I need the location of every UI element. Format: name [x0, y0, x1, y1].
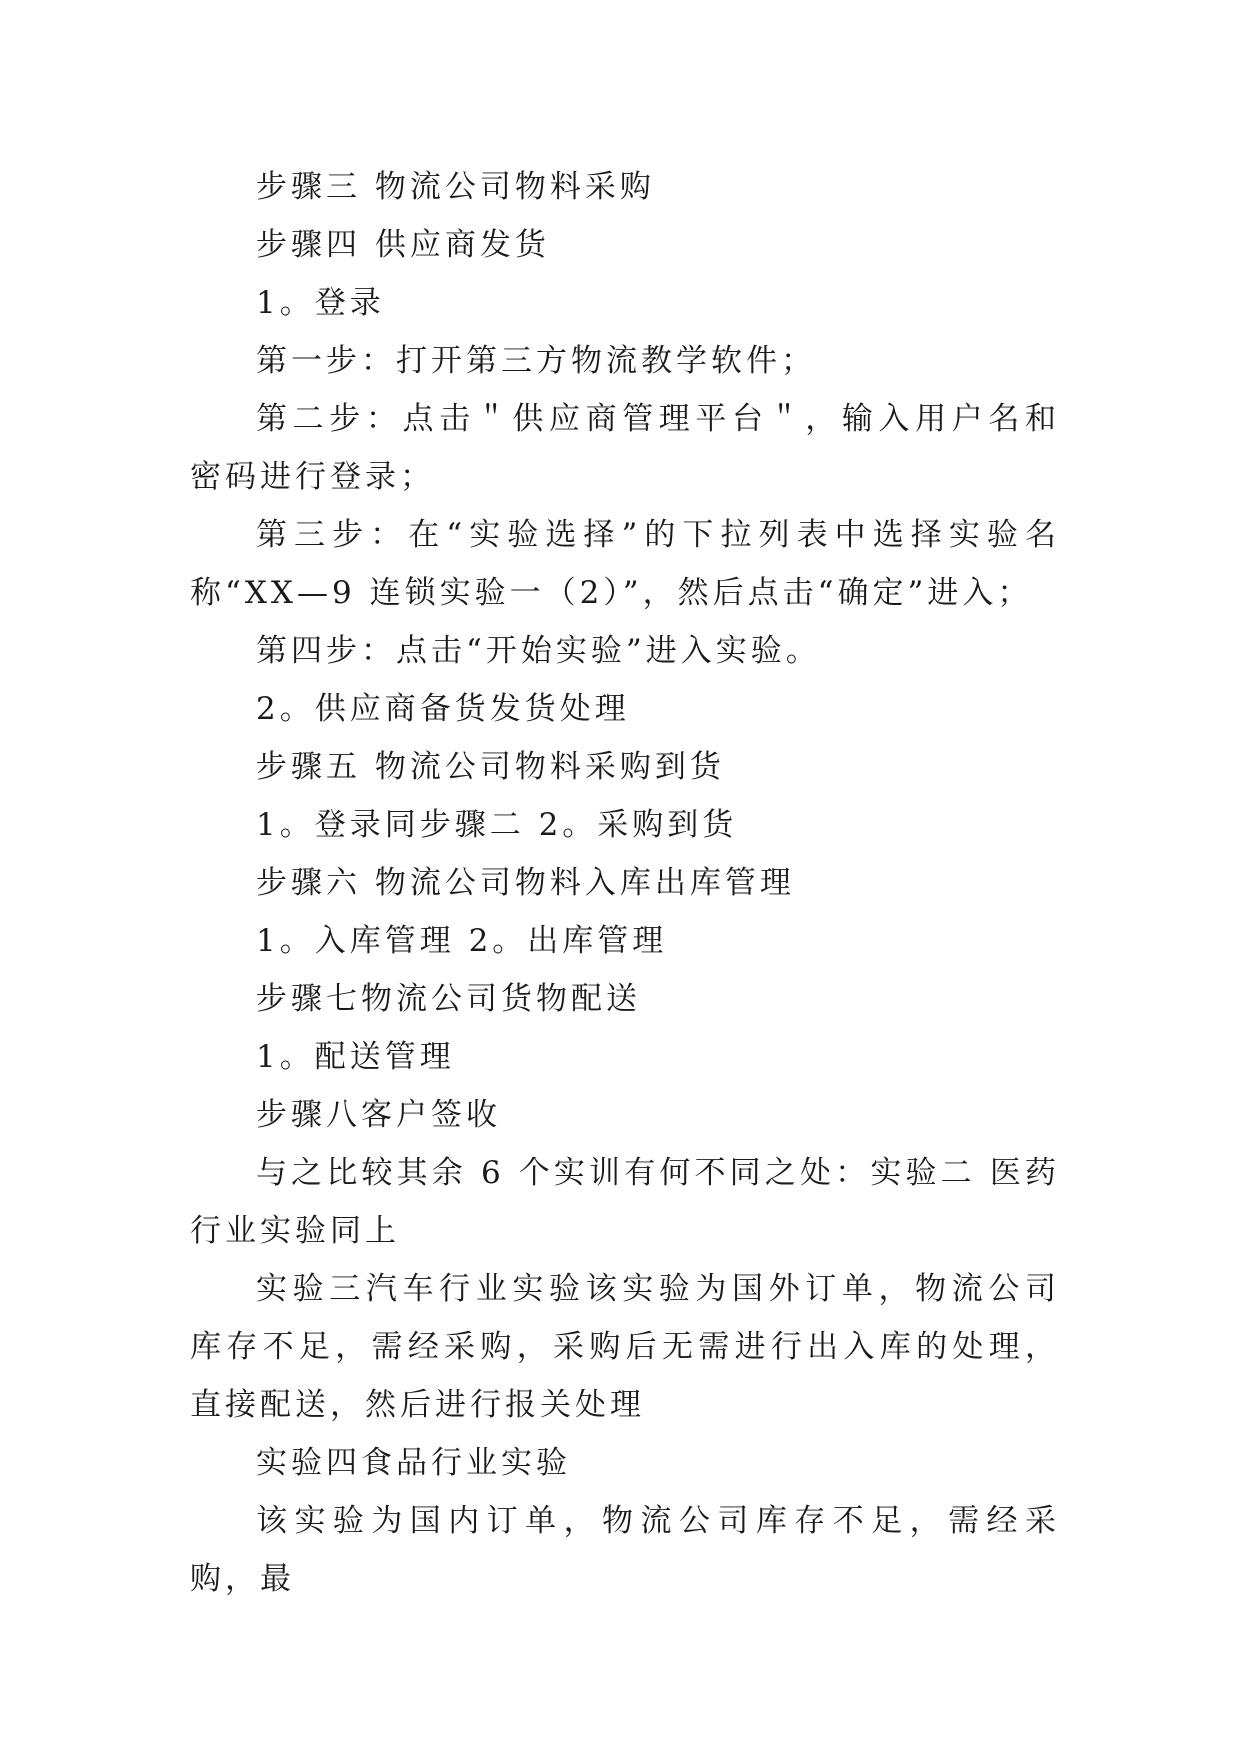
paragraph: 步骤七物流公司货物配送 [256, 981, 641, 1017]
paragraph: 步骤三 物流公司物料采购 [256, 169, 655, 205]
paragraph: 与之比较其余 6 个实训有何不同之处：实验二 医药行业实验同上 [190, 1155, 1060, 1249]
paragraph: 步骤四 供应商发货 [256, 227, 550, 263]
paragraph: 步骤五 物流公司物料采购到货 [256, 749, 725, 785]
paragraph: 该实验为国内订单，物流公司库存不足，需经采购，最 [190, 1503, 1060, 1597]
paragraph: 第三步：在“实验选择”的下拉列表中选择实验名称“XX—9 连锁实验一（2）”，然后点击“确定”进入； [190, 517, 1060, 611]
paragraph: 第四步：点击“开始实验”进入实验。 [256, 633, 821, 669]
paragraph: 第一步：打开第三方物流教学软件； [256, 343, 816, 379]
paragraph: 1。入库管理 2。出库管理 [256, 923, 668, 959]
paragraph: 实验四食品行业实验 [256, 1445, 571, 1481]
paragraph: 2。供应商备货发货处理 [256, 691, 630, 727]
paragraph: 1。配送管理 [256, 1039, 455, 1075]
paragraph: 第二步：点击＂供应商管理平台＂，输入用户名和密码进行登录； [190, 401, 1060, 495]
document-body [190, 158, 1060, 1608]
paragraph: 步骤六 物流公司物料入库出库管理 [256, 865, 795, 901]
paragraph: 1。登录 [256, 285, 385, 321]
paragraph: 1。登录同步骤二 2。采购到货 [256, 807, 738, 843]
paragraph: 实验三汽车行业实验该实验为国外订单，物流公司库存不足，需经采购，采购后无需进行出入库的处理，直接配送，然后进行报关处理 [190, 1271, 1060, 1423]
paragraph: 步骤八客户签收 [256, 1097, 501, 1133]
